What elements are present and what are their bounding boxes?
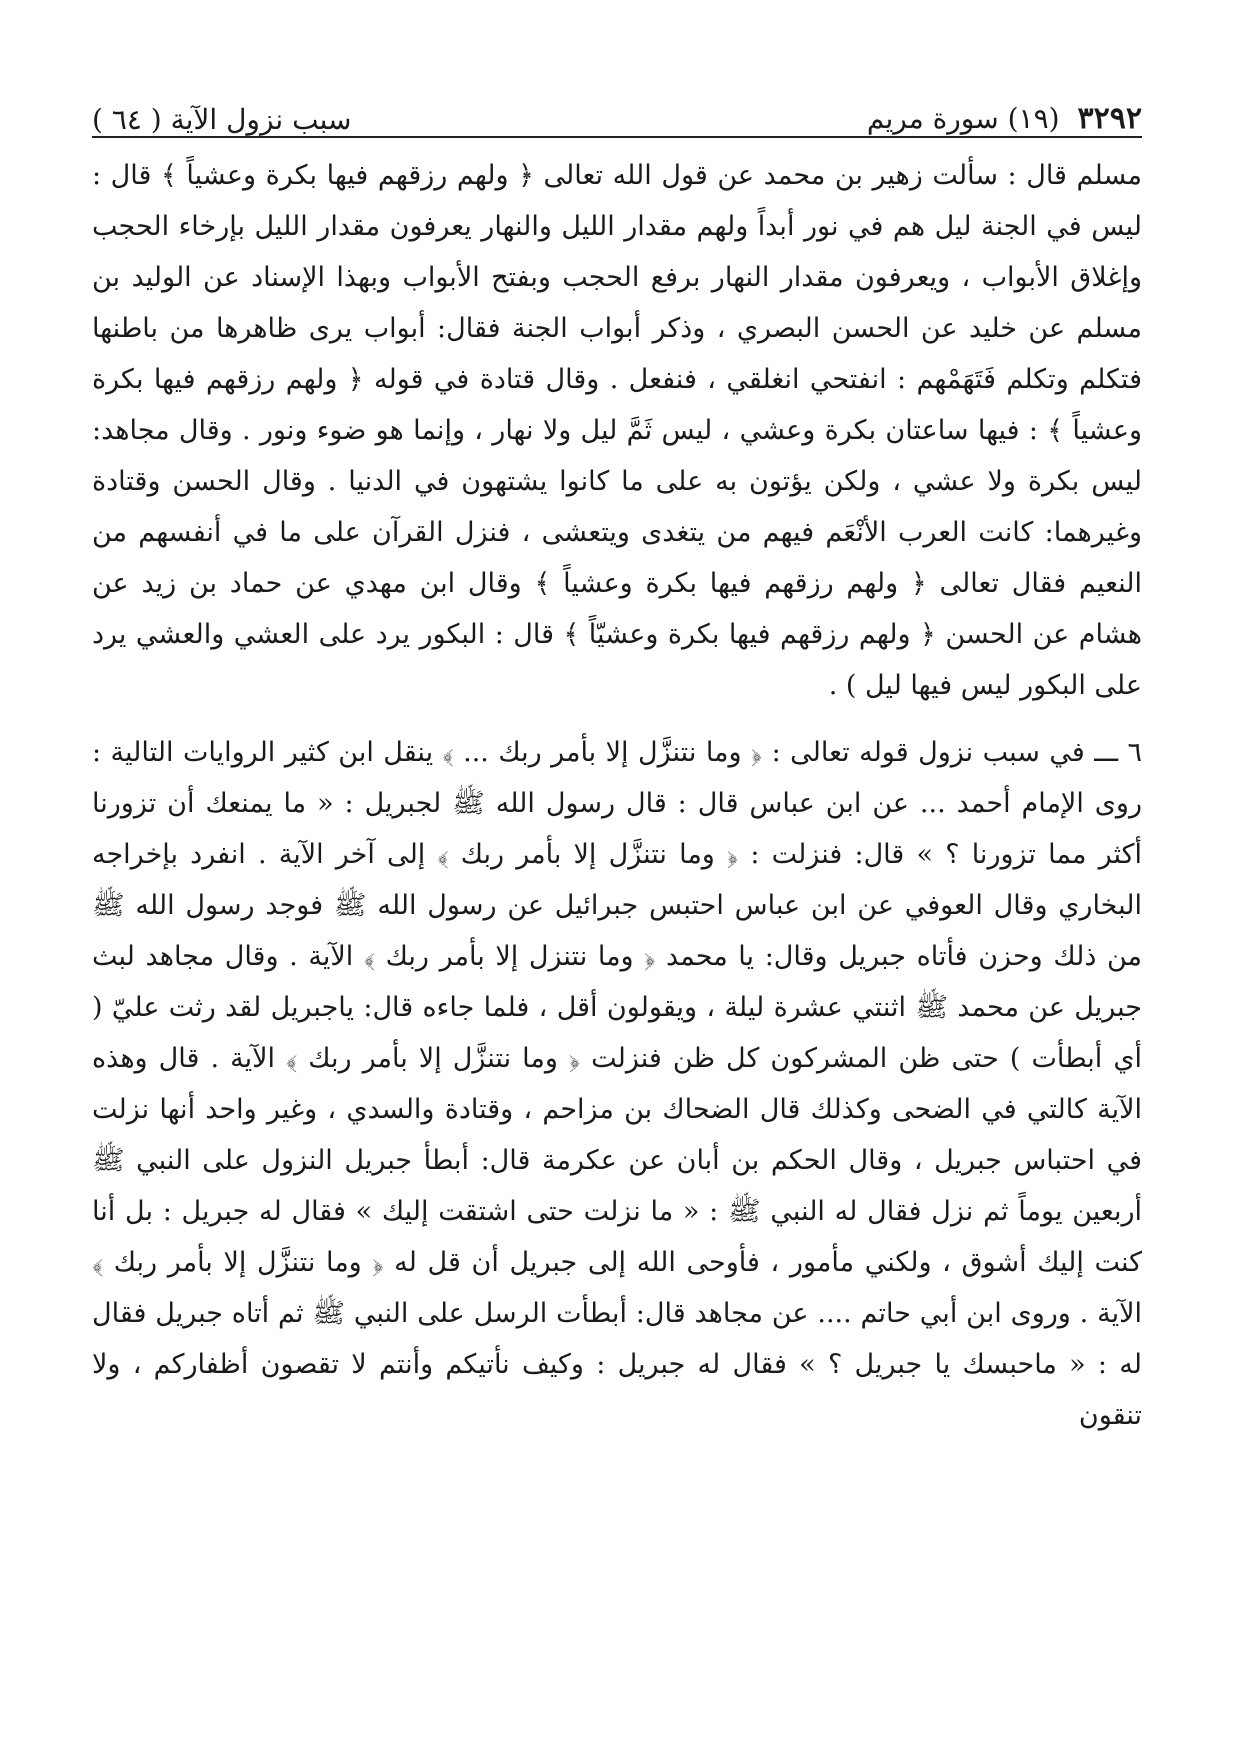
paragraph-text: الآية . وقال مجاهد لبث جبريل عن محمد ﷺ اثنتي عشرة ليلة ، ويقولون أقل ، فلما جاءه قال: ياجبريل لقد رثت عليّ ( أي أبطأت ) حتى ظن المشركون كل ظن فنزلت xyxy=(92,941,1143,1074)
paragraph-text: : فيها ساعتان بكرة وعشي ، ليس ثَمَّ ليل ولا نهار ، وإنما هو ضوء ونور . وقال مجاهد: ليس بكرة ولا عشي ، ولكن يؤتون به على ما كانوا يشتهون في الدنيا . وقال الحسن وقتادة وغيرهما: كانت العرب الأنْعَم فيهم من يتغدى ويتعشى ، فنزل القرآن على ما في أنفسهم من النعيم فقال تعالى xyxy=(92,415,1142,599)
page-header xyxy=(92,84,1142,134)
quran-verse: ﴿ ولهم رزقهم فيها بكرة وعشياً ﴾ xyxy=(92,364,1142,446)
quran-verse: ﴿ ولهم رزقهم فيها بكرة وعشياً ﴾ xyxy=(534,568,927,599)
section-title: سبب نزول الآية ( ٦٤ ) xyxy=(92,103,352,136)
paragraph-text: إلى آخر الآية . انفرد بإخراجه البخاري وقال العوفي عن ابن عباس احتبس جبرائيل عن رسول الله ﷺ فوجد رسول الله ﷺ من ذلك وحزن فأتاه جبريل وقال: يا محمد xyxy=(92,839,1142,972)
paragraph-text: ٦ ـــ في سبب نزول قوله تعالى : xyxy=(762,737,1142,768)
quran-verse: ﴿ ولهم رزقهم فيها بكرة وعشيّاً ﴾ xyxy=(563,619,936,650)
quran-verse: ﴿ وما نتنزَّل إلا بأمر ربك ﴾ xyxy=(92,1247,384,1278)
header-divider xyxy=(92,136,1142,138)
paragraph-text: ينقل ابن كثير الروايات التالية : روى الإمام أحمد ... عن ابن عباس قال : قال رسول الله ﷺ لجبريل : « ما يمنعك أن تزورنا أكثر مما تزورنا ؟ » قال: فنزلت : xyxy=(92,737,1143,870)
paragraph-1 xyxy=(92,150,1142,711)
paragraph-text: وقال ابن مهدي عن حماد بن زيد عن هشام عن الحسن xyxy=(92,568,1142,650)
quran-verse: ﴿ وما نتنزَّل إلا بأمر ربك ﴾ xyxy=(286,1043,581,1074)
paragraph-2 xyxy=(92,727,1142,1441)
quran-verse: ﴿ ولهم رزقهم فيها بكرة وعشياً ﴾ xyxy=(161,160,534,191)
page-number: ٣٢٩٢ xyxy=(1077,101,1142,136)
paragraph-text: قال : البكور يرد على العشي والعشي يرد على البكور ليس فيها ليل ) . xyxy=(92,619,1142,701)
paragraph-text: الآية . وروى ابن أبي حاتم .... عن مجاهد قال: أبطأت الرسل على النبي ﷺ ثم أتاه جبريل فقال له : « ماحبسك يا جبريل ؟ » فقال له جبريل : وكيف نأتيكم وأنتم لا تقصون أظفاركم ، ولا تنقون xyxy=(92,1298,1142,1431)
quran-verse: ﴿ وما نتنزل إلا بأمر ربك ﴾ xyxy=(363,941,656,972)
paragraph-text: مسلم قال : سألت زهير بن محمد عن قول الله تعالى xyxy=(533,160,1142,191)
page-body xyxy=(92,150,1142,1710)
quran-verse: ﴿ وما نتنزَّل إلا بأمر ربك ﴾ xyxy=(437,839,739,870)
quran-verse: ﴿ وما نتنزَّل إلا بأمر ربك ... ﴾ xyxy=(442,737,763,768)
paragraph-text: قال : ليس في الجنة ليل هم في نور أبداً ولهم مقدار الليل والنهار يعرفون مقدار الليل بإرخاء الحجب وإغلاق الأبواب ، ويعرفون مقدار النهار برفع الحجب وبفتح الأبواب وبهذا الإسناد عن الوليد بن مسلم عن خليد عن الحسن البصري ، وذكر أبواب الجنة فقال: أبواب يرى ظاهرها من باطنها فتكلم وتكلم فَتَهَمْهم : انفتحي انغلقي ، فنفعل . وقال قتادة في قوله xyxy=(92,160,1142,395)
surah-title: (١٩) سورة مريم xyxy=(866,102,1060,135)
paragraph-text: إلى جبريل أن قل له xyxy=(383,1247,637,1278)
quran-verse: فأوحى الله xyxy=(636,1247,760,1278)
header-right xyxy=(866,101,1142,136)
paragraph-text: الآية . قال وهذه الآية كالتي في الضحى وكذلك قال الضحاك بن مزاحم ، وقتادة والسدي ، وغير واحد أنها نزلت في احتباس جبريل ، وقال الحكم بن أبان عن عكرمة قال: أبطأ جبريل النزول على النبي ﷺ أربعين يوماً ثم نزل فقال له النبي ﷺ : « ما نزلت حتى اشتقت إليك » فقال له جبريل : بل أنا كنت إليك أشوق ، ولكني مأمور ، xyxy=(92,1043,1143,1278)
